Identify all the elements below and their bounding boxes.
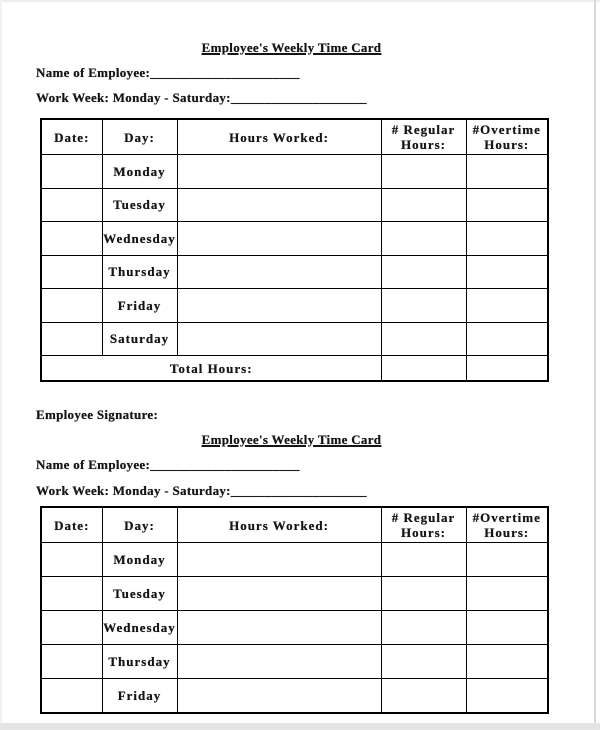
time-card-1: [36, 40, 547, 423]
table-row: [41, 679, 548, 713]
total-hours-row: [41, 356, 548, 382]
total-overtime-hours-cell: [466, 356, 548, 382]
regular-hours-cell: [381, 577, 466, 611]
regular-hours-cell: [381, 222, 466, 256]
page-edge-right: [594, 0, 596, 724]
header-regular-hours: # Regular Hours:: [381, 119, 466, 155]
overtime-hours-cell: [466, 155, 548, 189]
table-row: [41, 289, 548, 323]
hours-worked-cell: [177, 645, 381, 679]
hours-worked-cell: [177, 543, 381, 577]
overtime-hours-cell: [466, 255, 548, 289]
day-label-cell: Friday: [102, 289, 177, 323]
header-date: Date:: [41, 119, 102, 155]
date-cell: [41, 611, 102, 645]
work-week-line: [36, 483, 547, 499]
regular-hours-cell: [381, 289, 466, 323]
date-cell: [41, 577, 102, 611]
hours-worked-cell: [177, 679, 381, 713]
table-row: [41, 188, 548, 222]
date-cell: [41, 543, 102, 577]
regular-hours-cell: [381, 322, 466, 356]
page-edge-bottom: [0, 723, 600, 730]
table-row: [41, 322, 548, 356]
header-hours-worked: Hours Worked:: [177, 507, 381, 543]
name-of-employee-line: [36, 65, 547, 81]
day-label-cell: Monday: [102, 543, 177, 577]
table-row: [41, 543, 548, 577]
overtime-hours-cell: [466, 188, 548, 222]
regular-hours-cell: [381, 255, 466, 289]
work-week-label: Work Week: Monday - Saturday:: [36, 90, 231, 105]
overtime-hours-cell: [466, 645, 548, 679]
hours-worked-cell: [177, 255, 381, 289]
day-label-cell: Thursday: [102, 645, 177, 679]
total-hours-label: Total Hours:: [41, 356, 381, 382]
date-cell: [41, 322, 102, 356]
day-label-cell: Tuesday: [102, 188, 177, 222]
overtime-hours-cell: [466, 289, 548, 323]
document-title: Employee's Weekly Time Card: [201, 40, 382, 55]
page-edge-left: [0, 0, 2, 730]
regular-hours-cell: [381, 679, 466, 713]
page-content: [36, 0, 547, 714]
name-of-employee-blank: ______________________: [150, 65, 300, 80]
name-of-employee-blank: ______________________: [150, 457, 300, 472]
date-cell: [41, 222, 102, 256]
name-of-employee-line: [36, 457, 547, 473]
day-label-cell: Thursday: [102, 255, 177, 289]
header-day: Day:: [102, 507, 177, 543]
header-date: Date:: [41, 507, 102, 543]
total-regular-hours-cell: [381, 356, 466, 382]
table-row: [41, 255, 548, 289]
overtime-hours-cell: [466, 577, 548, 611]
hours-worked-cell: [177, 222, 381, 256]
work-week-label: Work Week: Monday - Saturday:: [36, 483, 231, 498]
time-card-2: [36, 432, 547, 714]
regular-hours-cell: [381, 611, 466, 645]
header-regular-hours: # Regular Hours:: [381, 507, 466, 543]
employee-signature-line: Employee Signature:: [36, 407, 159, 422]
overtime-hours-cell: [466, 222, 548, 256]
hours-worked-cell: [177, 322, 381, 356]
header-day: Day:: [102, 119, 177, 155]
table-header-row: [41, 119, 548, 155]
table-row: [41, 155, 548, 189]
table-row: [41, 611, 548, 645]
work-week-blank: ____________________: [230, 483, 367, 498]
hours-worked-cell: [177, 155, 381, 189]
work-week-line: [36, 90, 547, 106]
day-label-cell: Tuesday: [102, 577, 177, 611]
table-row: [41, 577, 548, 611]
header-hours-worked: Hours Worked:: [177, 119, 381, 155]
date-cell: [41, 645, 102, 679]
date-cell: [41, 679, 102, 713]
header-overtime-hours: #Overtime Hours:: [466, 507, 548, 543]
regular-hours-cell: [381, 188, 466, 222]
day-label-cell: Friday: [102, 679, 177, 713]
overtime-hours-cell: [466, 322, 548, 356]
name-of-employee-label: Name of Employee:: [36, 65, 151, 80]
header-overtime-hours: #Overtime Hours:: [466, 119, 548, 155]
name-of-employee-label: Name of Employee:: [36, 457, 151, 472]
table-row: [41, 645, 548, 679]
day-label-cell: Saturday: [102, 322, 177, 356]
regular-hours-cell: [381, 543, 466, 577]
date-cell: [41, 255, 102, 289]
overtime-hours-cell: [466, 679, 548, 713]
hours-worked-cell: [177, 611, 381, 645]
regular-hours-cell: [381, 155, 466, 189]
overtime-hours-cell: [466, 611, 548, 645]
document-title: Employee's Weekly Time Card: [201, 432, 382, 447]
hours-worked-cell: [177, 577, 381, 611]
day-label-cell: Wednesday: [102, 222, 177, 256]
day-label-cell: Monday: [102, 155, 177, 189]
table-header-row: [41, 507, 548, 543]
overtime-hours-cell: [466, 543, 548, 577]
date-cell: [41, 289, 102, 323]
date-cell: [41, 155, 102, 189]
work-week-blank: ____________________: [230, 90, 367, 105]
day-label-cell: Wednesday: [102, 611, 177, 645]
table-row: [41, 222, 548, 256]
date-cell: [41, 188, 102, 222]
time-card-table-2: [40, 506, 549, 714]
time-card-table-1: [40, 118, 549, 382]
hours-worked-cell: [177, 289, 381, 323]
hours-worked-cell: [177, 188, 381, 222]
regular-hours-cell: [381, 645, 466, 679]
